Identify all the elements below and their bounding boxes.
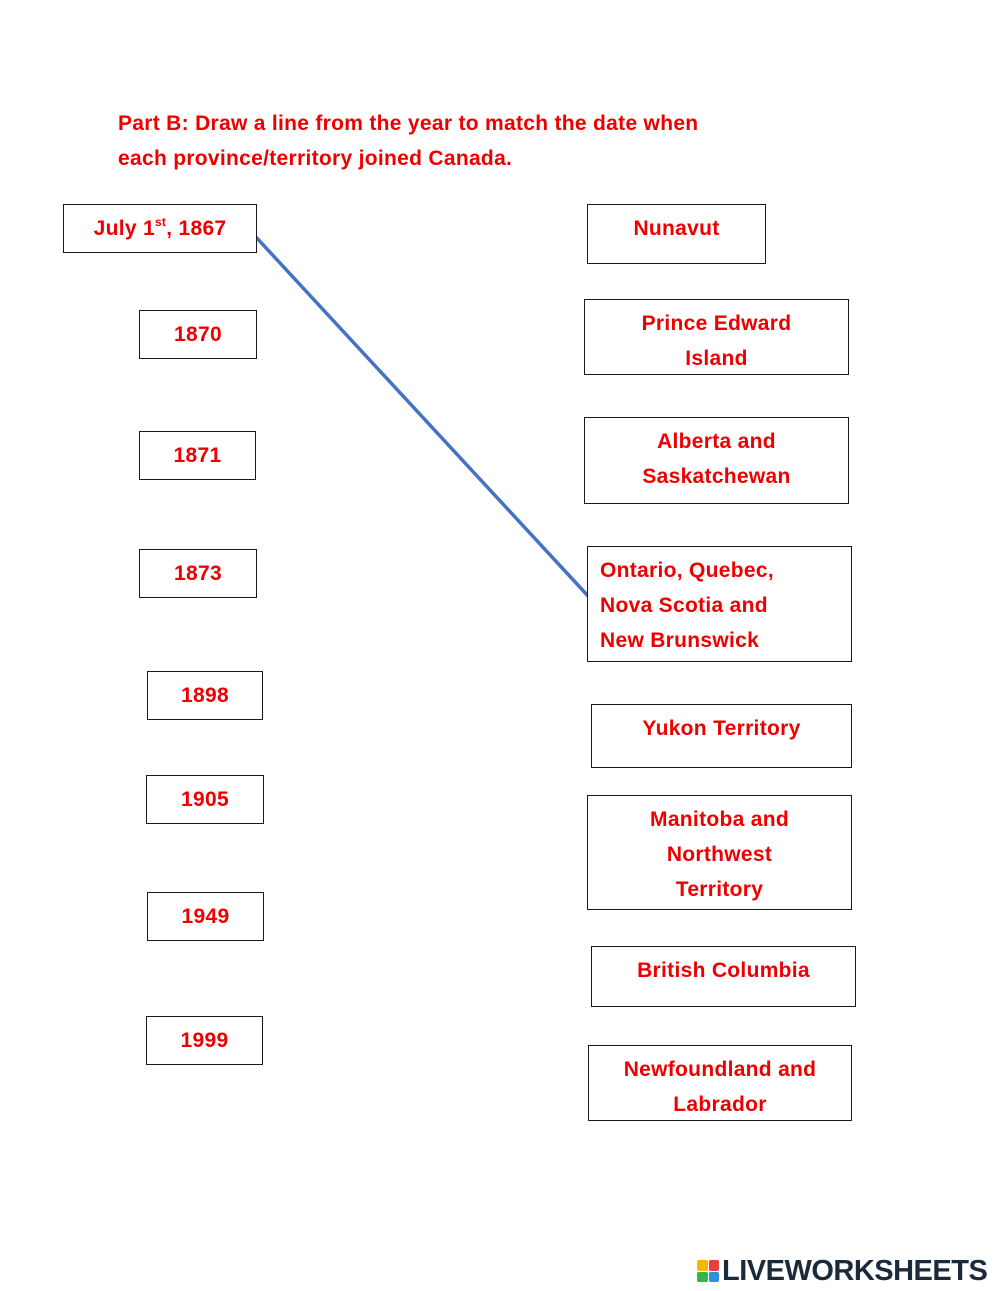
year-label: 1873: [174, 562, 222, 585]
province-box-yukon[interactable]: [591, 704, 852, 768]
year-label: 1871: [173, 444, 222, 467]
instructions-line-2: each province/territory joined Canada.: [118, 147, 513, 170]
year-box-1905[interactable]: [146, 775, 264, 824]
year-box-1867[interactable]: July 1st, 1867: [63, 204, 257, 253]
province-label: Ontario, Quebec,: [600, 559, 774, 582]
province-label: Prince Edward: [641, 312, 792, 335]
province-box-prince-edward-island[interactable]: [584, 299, 849, 375]
province-label: British Columbia: [637, 959, 810, 982]
province-label: Saskatchewan: [642, 465, 791, 488]
province-label: Territory: [675, 878, 764, 901]
province-label: Manitoba and: [650, 808, 789, 831]
province-label: Island: [685, 347, 748, 370]
province-label: Northwest: [666, 843, 773, 866]
province-box-nunavut[interactable]: [587, 204, 766, 264]
liveworksheets-logo-icon: [697, 1260, 719, 1282]
year-label: 1949: [181, 905, 230, 928]
year-label: 1870: [174, 323, 222, 346]
year-box-1949[interactable]: [147, 892, 264, 941]
year-box-1870[interactable]: [139, 310, 257, 359]
instructions: [118, 106, 878, 176]
liveworksheets-logo-text: LIVEWORKSHEETS: [722, 1254, 988, 1287]
year-label: 1999: [180, 1029, 229, 1052]
year-box-1898[interactable]: [147, 671, 263, 720]
province-box-british-columbia[interactable]: [591, 946, 856, 1007]
instructions-line-1: Part B: Draw a line from the year to match the date when: [118, 112, 699, 135]
province-label: New Brunswick: [600, 629, 760, 652]
province-box-newfoundland-labrador[interactable]: [588, 1045, 852, 1121]
year-box-1999[interactable]: [146, 1016, 263, 1065]
province-label: Yukon Territory: [642, 717, 801, 740]
province-label: Alberta and: [657, 430, 776, 453]
province-box-manitoba-nwt[interactable]: [587, 795, 852, 910]
year-box-1873[interactable]: [139, 549, 257, 598]
year-label: 1905: [181, 788, 229, 811]
year-label: 1898: [181, 684, 229, 707]
province-label: Newfoundland and: [623, 1058, 817, 1081]
province-label: Labrador: [673, 1093, 767, 1116]
province-box-alberta-saskatchewan[interactable]: [584, 417, 849, 504]
province-label: Nova Scotia and: [600, 594, 768, 617]
match-line-1867: [255, 236, 589, 597]
year-box-1871[interactable]: [139, 431, 256, 480]
province-box-ontario-quebec-ns-nb[interactable]: [587, 546, 852, 662]
liveworksheets-logo: [697, 1254, 987, 1288]
province-label: Nunavut: [633, 217, 720, 240]
